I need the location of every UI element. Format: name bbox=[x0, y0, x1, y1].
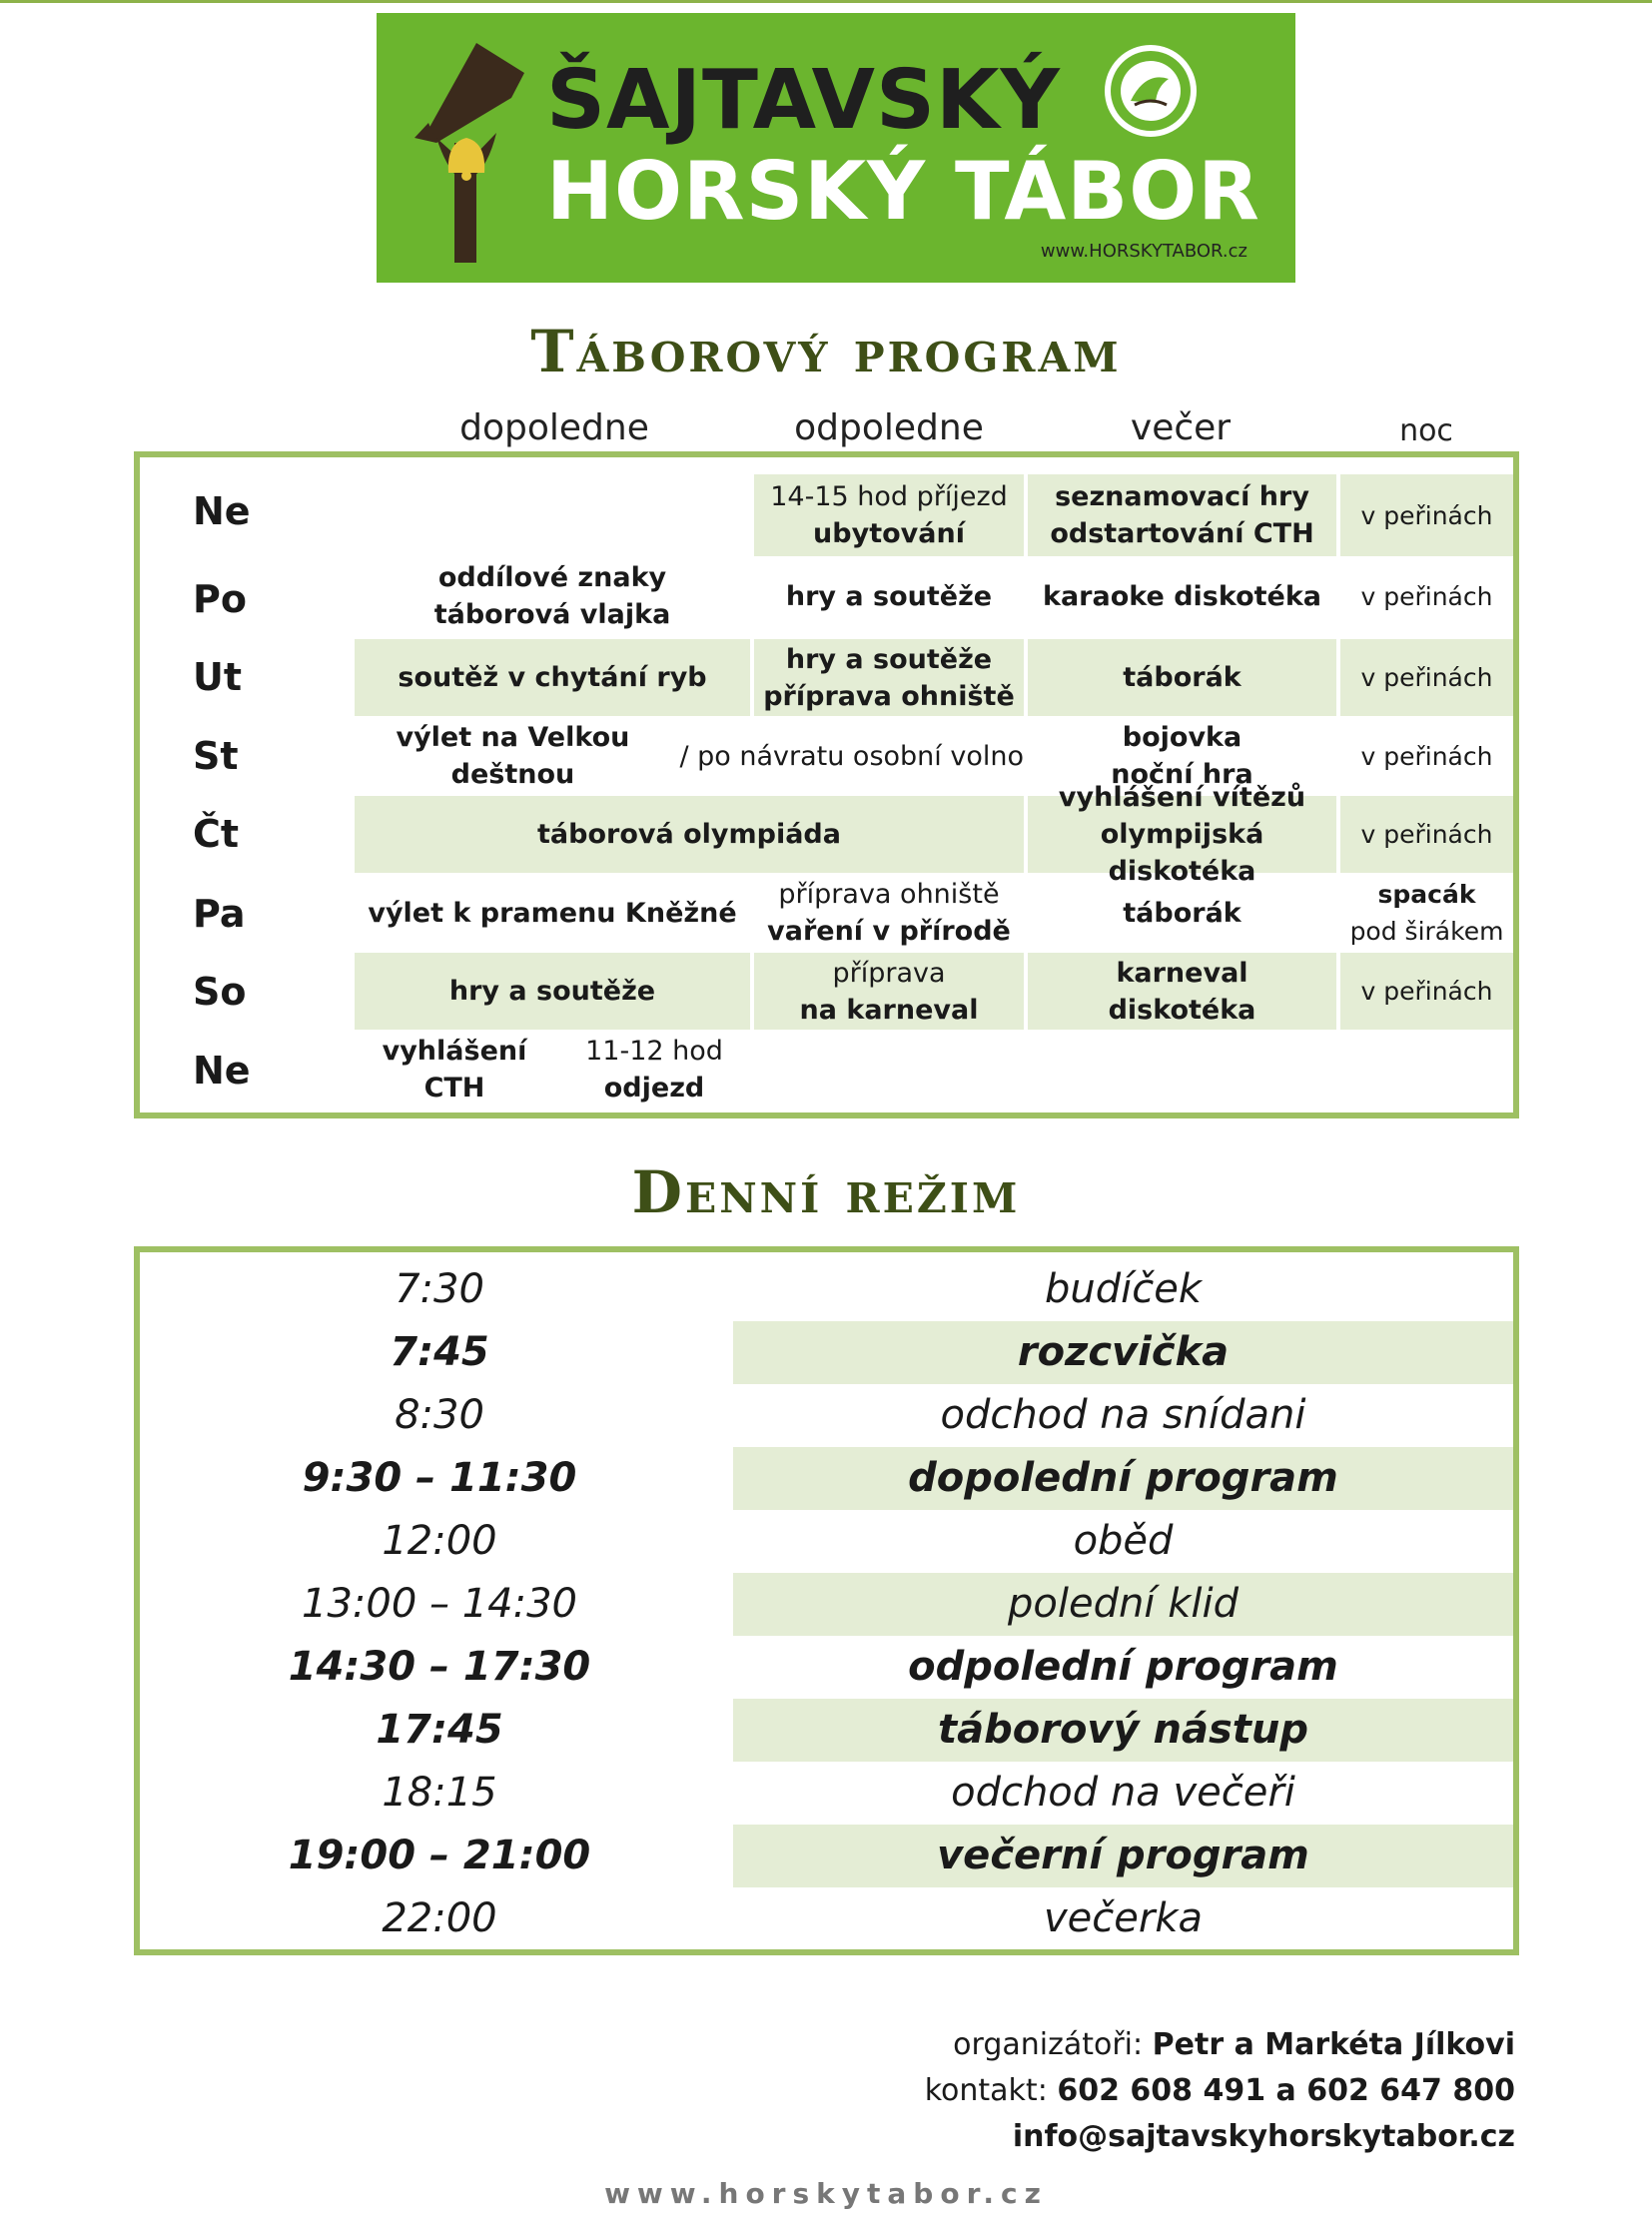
rezim-row bbox=[140, 1321, 1513, 1384]
cell-line: karneval bbox=[1116, 957, 1248, 989]
cell-line: táborák bbox=[1123, 662, 1241, 693]
cell-line: táborová olympiáda bbox=[537, 819, 841, 850]
program-cell-afternoon bbox=[754, 474, 1024, 556]
rezim-row bbox=[140, 1384, 1513, 1447]
column-header-odpoledne: odpoledne bbox=[794, 407, 984, 448]
cell-line: CTH bbox=[423, 1072, 485, 1104]
cell-line: spacák bbox=[1377, 880, 1476, 909]
footer-contact-phones: 602 608 491 a 602 647 800 bbox=[1057, 2073, 1515, 2108]
cell-line: hry a soutěže bbox=[448, 976, 656, 1007]
row-day-label: Ut bbox=[193, 655, 243, 699]
cell-line: příprava bbox=[832, 957, 946, 989]
cell-line: noční hra bbox=[1111, 759, 1253, 790]
row-day-label: Pa bbox=[193, 892, 246, 936]
cell-line: výlet k pramenu Kněžné bbox=[368, 897, 737, 929]
program-cell-morning-b bbox=[554, 1030, 754, 1109]
program-cell-afternoon bbox=[754, 953, 1024, 1030]
cell-line: vyhlášení vítězů bbox=[1058, 782, 1306, 813]
program-cell-morning bbox=[355, 556, 750, 636]
rezim-table bbox=[134, 1246, 1519, 1955]
row-day-label: St bbox=[193, 734, 239, 778]
cell-line: karaoke diskotéka bbox=[1042, 580, 1322, 612]
footer-contact bbox=[716, 2068, 1515, 2114]
program-cell-night bbox=[1340, 639, 1513, 716]
cell-line: příprava ohniště bbox=[778, 879, 1000, 910]
cell-line: oddílové znaky bbox=[437, 562, 667, 593]
rezim-activity: odchod na večeři bbox=[951, 1770, 1295, 1816]
cell-line: v peřinách bbox=[1360, 581, 1493, 611]
row-day-label: Ne bbox=[193, 489, 251, 533]
row-day-label: So bbox=[193, 970, 247, 1014]
column-header-noc: noc bbox=[1399, 413, 1453, 448]
banner-title-line1: ŠAJTAVSKÝ bbox=[546, 53, 1061, 148]
rezim-time: 7:45 bbox=[390, 1329, 489, 1375]
rezim-time: 9:30 – 11:30 bbox=[302, 1455, 577, 1501]
rezim-activity: polední klid bbox=[733, 1573, 1513, 1636]
rezim-activity: odpolední program bbox=[908, 1644, 1338, 1690]
cell-line: táborová vlajka bbox=[433, 599, 671, 630]
program-cell-afternoon bbox=[754, 873, 1024, 953]
cell-line: diskotéka bbox=[1108, 994, 1256, 1026]
rezim-row bbox=[140, 1762, 1513, 1825]
rezim-time: 13:00 – 14:30 bbox=[302, 1581, 577, 1627]
program-cell-day-span bbox=[355, 716, 1024, 796]
program-cell-evening bbox=[1028, 639, 1336, 716]
orlicke-hory-seal-icon bbox=[1101, 41, 1201, 141]
rezim-time: 8:30 bbox=[395, 1392, 484, 1438]
rezim-activity: oběd bbox=[1073, 1518, 1174, 1564]
banner-title-line2: HORSKÝ TÁBOR bbox=[546, 145, 1260, 238]
footer-email-link[interactable]: info@sajtavskyhorskytabor.cz bbox=[1012, 2119, 1515, 2154]
footer-organizers-label: organizátoři: bbox=[953, 2027, 1153, 2062]
cell-line: v peřinách bbox=[1360, 977, 1493, 1006]
row-day-label: Po bbox=[193, 577, 247, 621]
top-rule bbox=[0, 0, 1652, 3]
column-header-dopoledne: dopoledne bbox=[459, 407, 649, 448]
program-cell-night bbox=[1340, 873, 1513, 953]
rezim-time: 14:30 – 17:30 bbox=[288, 1644, 591, 1690]
cell-line: seznamovací hry bbox=[1055, 481, 1309, 512]
rezim-row bbox=[140, 1510, 1513, 1573]
rezim-activity: večerní program bbox=[733, 1825, 1513, 1887]
program-cell-night bbox=[1340, 474, 1513, 556]
rezim-row bbox=[140, 1447, 1513, 1510]
footer-email bbox=[716, 2114, 1515, 2160]
rezim-activity: dopolední program bbox=[733, 1447, 1513, 1510]
rezim-row bbox=[140, 1258, 1513, 1321]
program-cell-night bbox=[1340, 796, 1513, 873]
rezim-row bbox=[140, 1699, 1513, 1762]
cell-line: táborák bbox=[1123, 897, 1241, 929]
footer-url[interactable]: www.horskytabor.cz bbox=[604, 2177, 1048, 2210]
banner bbox=[377, 13, 1295, 283]
cell-line: hry a soutěže bbox=[785, 643, 993, 675]
cell-line: odjezd bbox=[603, 1072, 705, 1104]
cell-line: pod širákem bbox=[1349, 917, 1504, 946]
cell-line: 14-15 hod příjezd bbox=[770, 481, 1008, 512]
program-cell-day-span bbox=[355, 796, 1024, 873]
rezim-time: 19:00 – 21:00 bbox=[288, 1833, 591, 1878]
cell-line: v peřinách bbox=[1360, 820, 1493, 849]
bell-tower-icon bbox=[407, 38, 536, 268]
program-cell-evening bbox=[1028, 782, 1336, 887]
cell-line: vyhlášení bbox=[382, 1035, 527, 1067]
rezim-activity: rozcvička bbox=[733, 1321, 1513, 1384]
cell-line: 11-12 hod bbox=[585, 1035, 723, 1067]
rezim-row bbox=[140, 1636, 1513, 1699]
cell-line: příprava ohniště bbox=[763, 680, 1015, 712]
rezim-activity: budíček bbox=[1044, 1266, 1202, 1312]
rezim-row bbox=[140, 1825, 1513, 1887]
cell-line: / po návratu osobní volno bbox=[670, 740, 1024, 772]
rezim-row bbox=[140, 1573, 1513, 1636]
footer-organizers bbox=[716, 2022, 1515, 2068]
program-cell-night bbox=[1340, 953, 1513, 1030]
rezim-time: 22:00 bbox=[382, 1895, 497, 1941]
program-cell-morning-a bbox=[355, 1030, 554, 1109]
cell-line: vaření v přírodě bbox=[767, 916, 1011, 947]
row-day-label: Čt bbox=[193, 812, 240, 856]
cell-line: ubytování bbox=[813, 518, 965, 549]
rezim-activity: táborový nástup bbox=[733, 1699, 1513, 1762]
program-cell-evening bbox=[1028, 873, 1336, 953]
banner-url: www.HORSKYTABOR.cz bbox=[1040, 241, 1247, 262]
column-header-vecer: večer bbox=[1130, 407, 1232, 448]
cell-line: olympijská diskotéka bbox=[1100, 819, 1264, 887]
program-heading: Táborový program bbox=[530, 318, 1122, 385]
row-day-label: Ne bbox=[193, 1049, 251, 1093]
program-cell-evening bbox=[1028, 556, 1336, 636]
cell-line: výlet na Velkou deštnou bbox=[396, 722, 630, 790]
cell-line: soutěž v chytání ryb bbox=[398, 662, 707, 693]
rezim-row bbox=[140, 1887, 1513, 1950]
program-cell-morning bbox=[355, 873, 750, 953]
program-cell-morning bbox=[355, 639, 750, 716]
rezim-activity: večerka bbox=[1043, 1895, 1203, 1941]
rezim-time: 17:45 bbox=[376, 1707, 503, 1753]
rezim-time: 18:15 bbox=[382, 1770, 497, 1816]
program-cell-afternoon bbox=[754, 639, 1024, 716]
program-cell-afternoon bbox=[754, 556, 1024, 636]
rezim-time: 12:00 bbox=[382, 1518, 497, 1564]
footer-contact-label: kontakt: bbox=[924, 2073, 1058, 2108]
footer-organizers-names: Petr a Markéta Jílkovi bbox=[1152, 2027, 1515, 2062]
program-cell-morning bbox=[355, 953, 750, 1030]
cell-line: odstartování CTH bbox=[1050, 518, 1314, 549]
rezim-activity: odchod na snídani bbox=[940, 1392, 1306, 1438]
rezim-time: 7:30 bbox=[395, 1266, 484, 1312]
program-cell-evening bbox=[1028, 474, 1336, 556]
cell-line: v peřinách bbox=[1360, 663, 1493, 692]
program-cell-night bbox=[1340, 556, 1513, 636]
program-cell-night bbox=[1340, 716, 1513, 796]
program-cell-evening bbox=[1028, 953, 1336, 1030]
cell-line: bojovka bbox=[1122, 722, 1242, 753]
rezim-heading: Denní režim bbox=[631, 1158, 1021, 1226]
cell-line: v peřinách bbox=[1360, 500, 1493, 530]
cell-line: hry a soutěže bbox=[785, 580, 993, 612]
cell-line: v peřinách bbox=[1360, 741, 1493, 771]
cell-line: na karneval bbox=[799, 994, 979, 1026]
